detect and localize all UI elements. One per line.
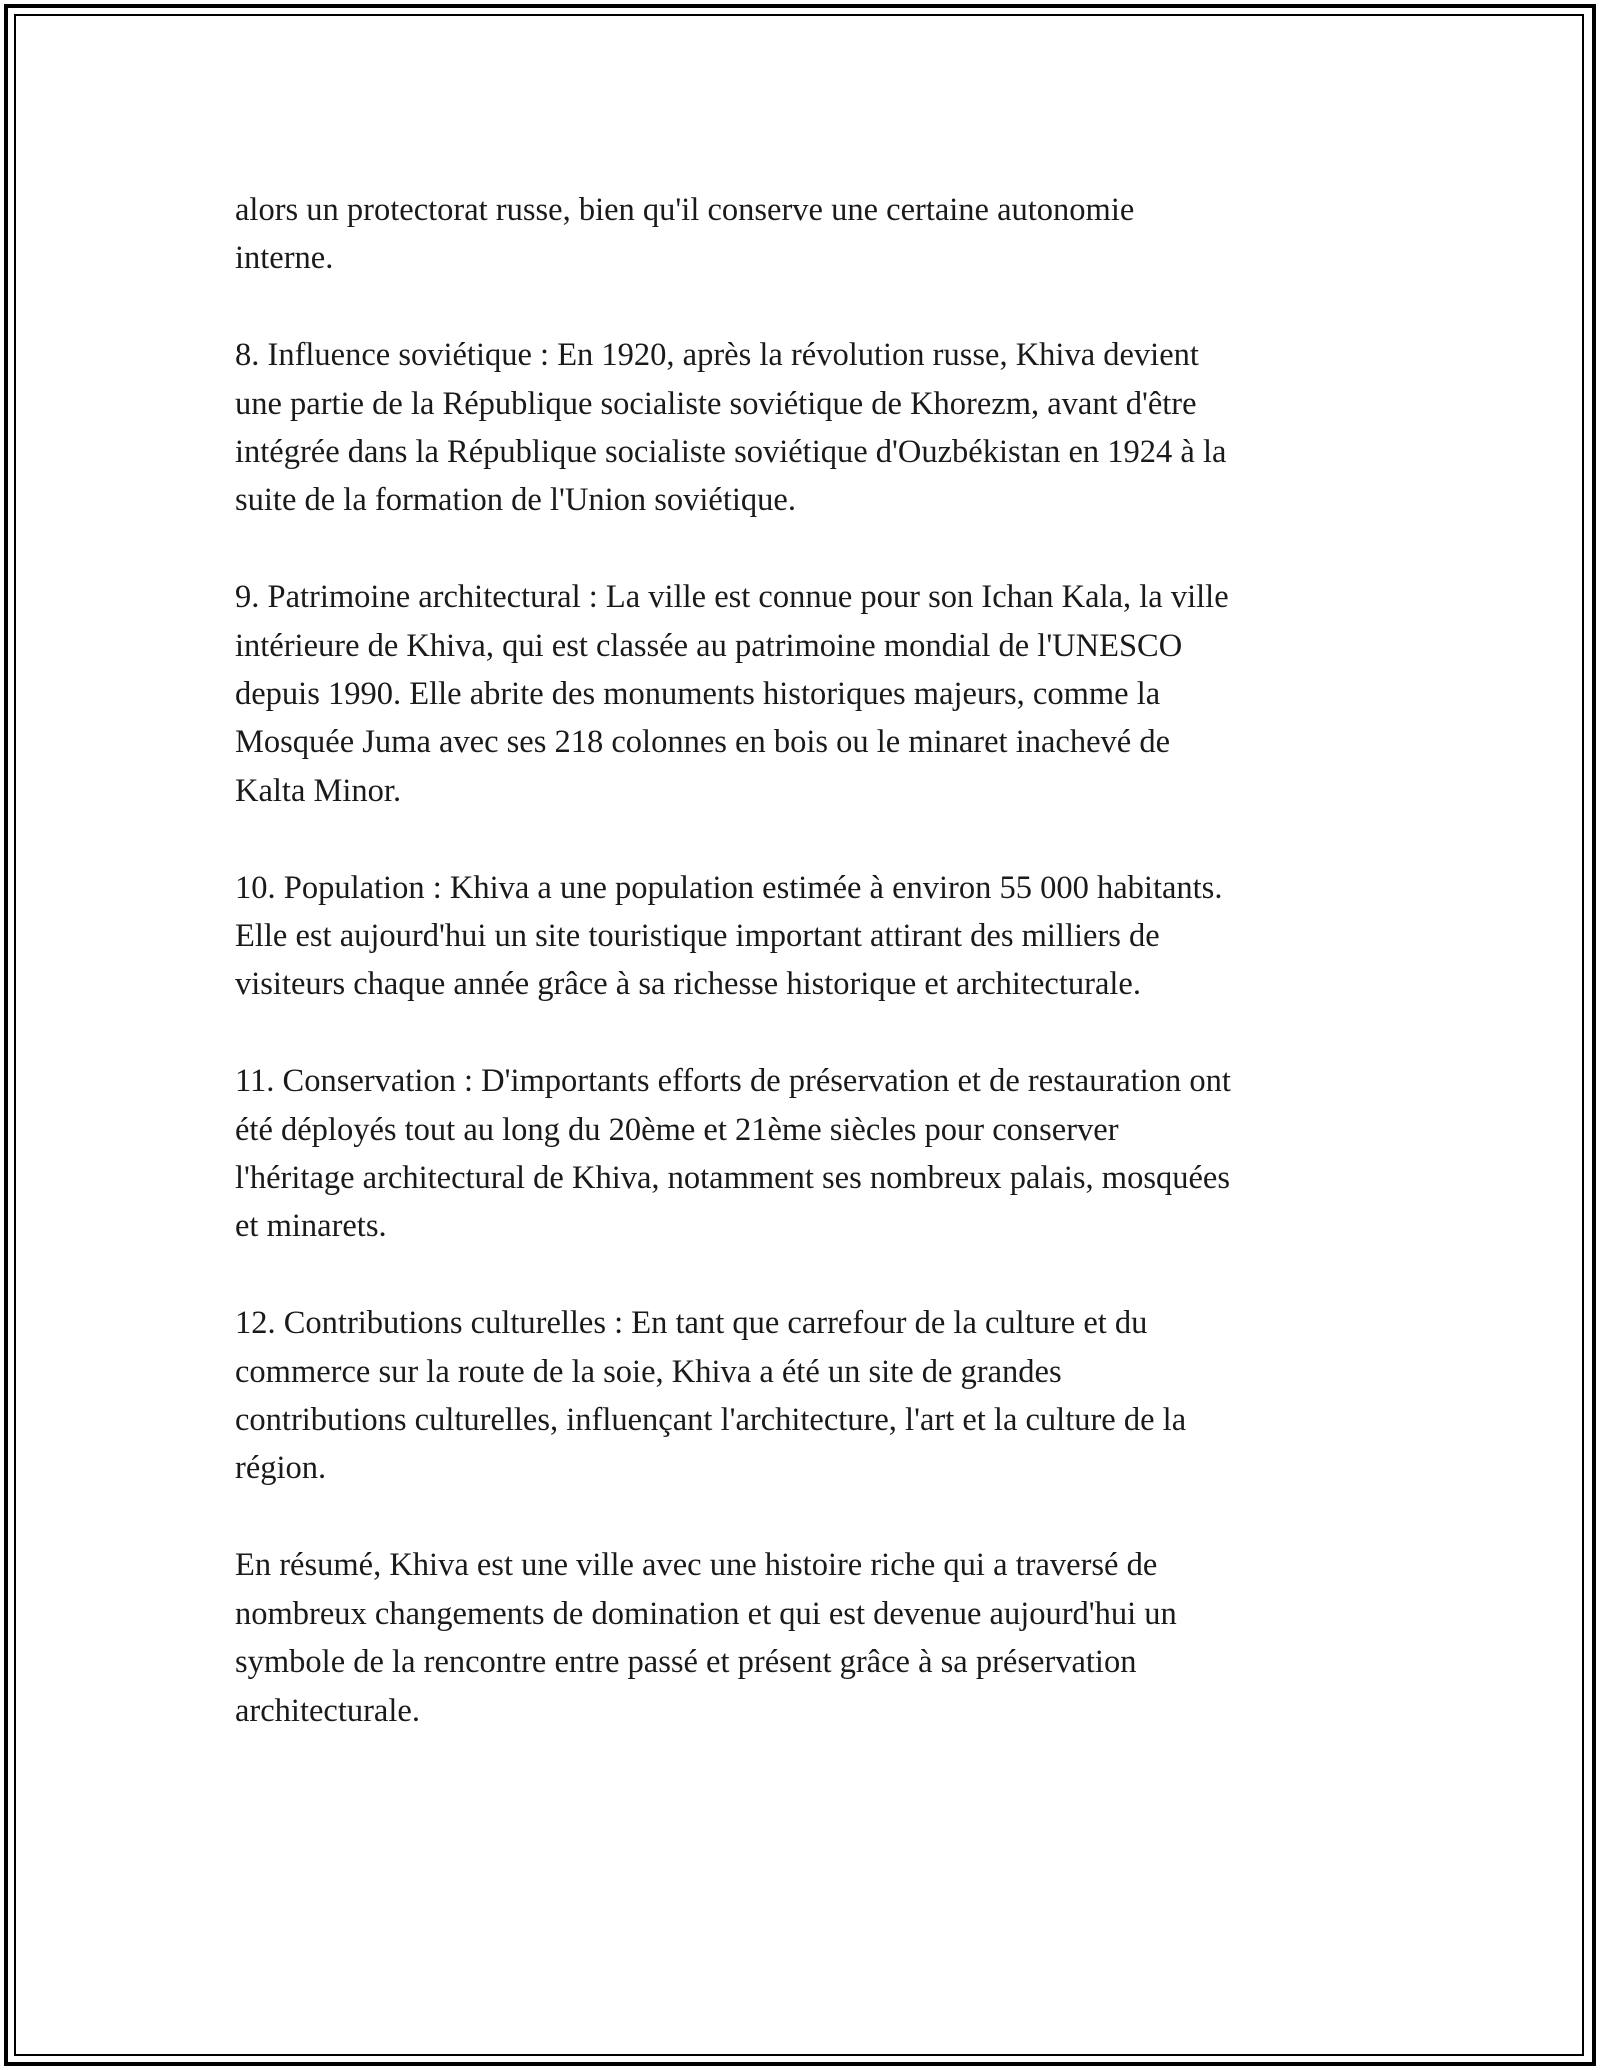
text-line: suite de la formation de l'Union soviétique.	[235, 482, 796, 519]
text-line: Mosquée Juma avec ses 218 colonnes en bois ou le minaret inachevé de	[235, 724, 1170, 761]
text-line: 9. Patrimoine architectural : La ville est connue pour son Ichan Kala, la ville	[235, 579, 1229, 616]
text-line: alors un protectorat russe, bien qu'il conserve une certaine autonomie	[235, 192, 1135, 228]
text-line: 12. Contributions culturelles : En tant que carrefour de la culture et du	[235, 1305, 1148, 1342]
paragraph-population	[235, 864, 1375, 1009]
text-line: 11. Conservation : D'importants efforts de préservation et de restauration ont	[235, 1063, 1231, 1100]
text-line: une partie de la République socialiste soviétique de Khorezm, avant d'être	[235, 385, 1197, 422]
text-line: interne.	[235, 240, 334, 277]
text-line: visiteurs chaque année grâce à sa richesse historique et architecturale.	[235, 966, 1141, 1003]
text-line: intégrée dans la République socialiste soviétique d'Ouzbékistan en 1924 à la	[235, 434, 1227, 471]
text-line: l'héritage architectural de Khiva, notamment ses nombreux palais, mosquées	[235, 1160, 1230, 1197]
text-line: région.	[235, 1450, 327, 1487]
text-line: contributions culturelles, influençant l'architecture, l'art et la culture de la	[235, 1402, 1187, 1439]
text-line: depuis 1990. Elle abrite des monuments historiques majeurs, comme la	[235, 676, 1161, 713]
text-line: 8. Influence soviétique : En 1920, après la révolution russe, Khiva devient	[235, 337, 1199, 374]
paragraph-conservation	[235, 1057, 1375, 1251]
paragraph-contributions-culturelles	[235, 1299, 1375, 1493]
text-line: été déployés tout au long du 20ème et 21ème siècles pour conserver	[235, 1111, 1119, 1148]
text-line: Elle est aujourd'hui un site touristique important attirant des milliers de	[235, 918, 1160, 955]
text-line: nombreux changements de domination et qui est devenue aujourd'hui un	[235, 1595, 1177, 1632]
text-line: 10. Population : Khiva a une population estimée à environ 55 000 habitants.	[235, 869, 1223, 906]
paragraph-influence-sovietique	[235, 331, 1375, 525]
text-line: commerce sur la route de la soie, Khiva a été un site de grandes	[235, 1353, 1062, 1390]
text-line: et minarets.	[235, 1208, 387, 1245]
document-body	[235, 186, 1375, 1783]
paragraph-protectorat	[235, 186, 1375, 283]
text-line: architecturale.	[235, 1692, 420, 1729]
text-line: intérieure de Khiva, qui est classée au patrimoine mondial de l'UNESCO	[235, 627, 1183, 664]
text-line: Kalta Minor.	[235, 772, 402, 809]
paragraph-patrimoine-architectural	[235, 573, 1375, 815]
text-line: En résumé, Khiva est une ville avec une histoire riche qui a traversé de	[235, 1547, 1158, 1584]
text-line: symbole de la rencontre entre passé et présent grâce à sa préservation	[235, 1644, 1137, 1681]
paragraph-resume	[235, 1541, 1375, 1735]
